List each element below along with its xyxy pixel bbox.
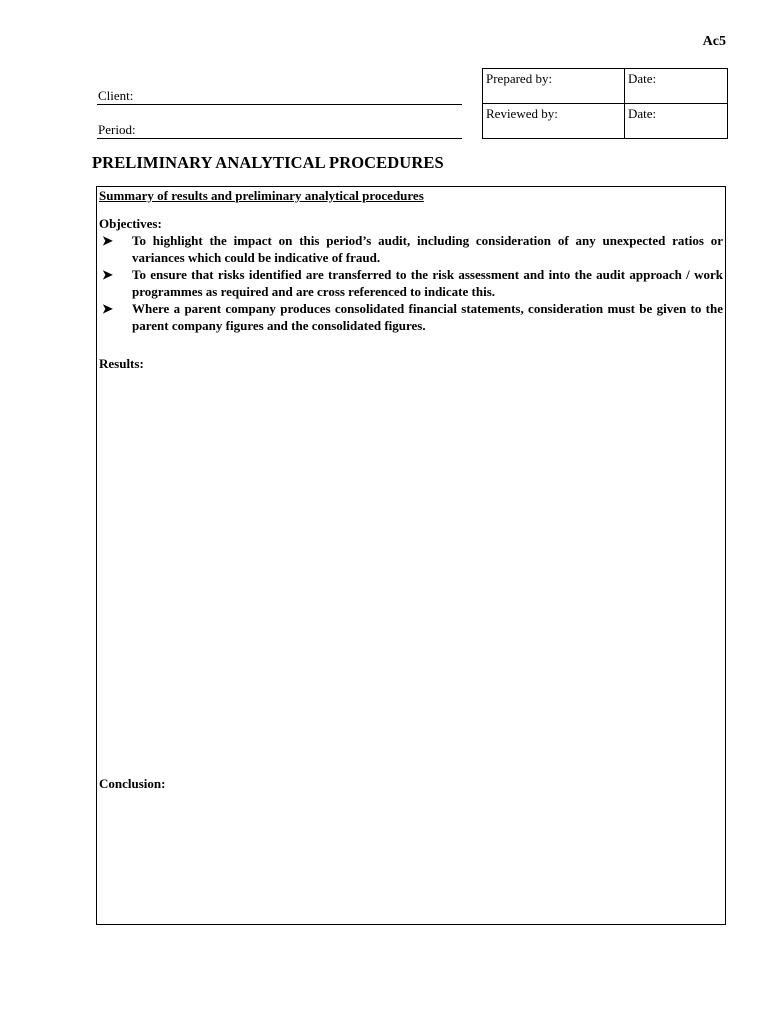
results-label: Results: [99,356,144,371]
document-reference: Ac5 [702,34,726,49]
list-item [99,266,723,300]
signoff-table [482,68,728,139]
reviewed-by-label: Reviewed by: [486,106,558,121]
prepared-row [483,69,728,104]
client-label: Client: [98,88,134,103]
list-item [99,300,723,334]
section-heading: Summary of results and preliminary analytical procedures [99,188,424,203]
objectives-label: Objectives: [99,216,162,231]
arrowhead-bullet-icon: ➤ [102,301,113,316]
reviewed-row [483,104,728,139]
objective-text: Where a parent company produces consolidated financial statements, consideration must be given to the parent company figures and the consolidated figures. [132,301,723,333]
arrowhead-bullet-icon: ➤ [102,233,113,248]
list-item [99,232,723,266]
objectives-list [99,232,723,334]
page-title: PRELIMINARY ANALYTICAL PROCEDURES [92,153,444,172]
prepared-date-label: Date: [628,71,657,86]
summary-box [96,186,726,925]
conclusion-label: Conclusion: [99,776,166,791]
prepared-date-cell[interactable] [625,69,728,104]
reviewed-date-cell[interactable] [625,104,728,139]
client-field[interactable] [97,88,462,105]
arrowhead-bullet-icon: ➤ [102,267,113,282]
objective-text: To ensure that risks identified are transferred to the risk assessment and into the audit approach / work programmes as required and are cross referenced to indicate this. [132,267,723,299]
prepared-by-label: Prepared by: [486,71,553,86]
period-field[interactable] [97,122,462,139]
reviewed-by-cell[interactable] [483,104,625,139]
objective-text: To highlight the impact on this period’s audit, including consideration of any unexpected ratios or variances which could be indicative of fraud. [132,233,723,265]
period-label: Period: [98,122,136,137]
reviewed-date-label: Date: [628,106,657,121]
prepared-by-cell[interactable] [483,69,625,104]
